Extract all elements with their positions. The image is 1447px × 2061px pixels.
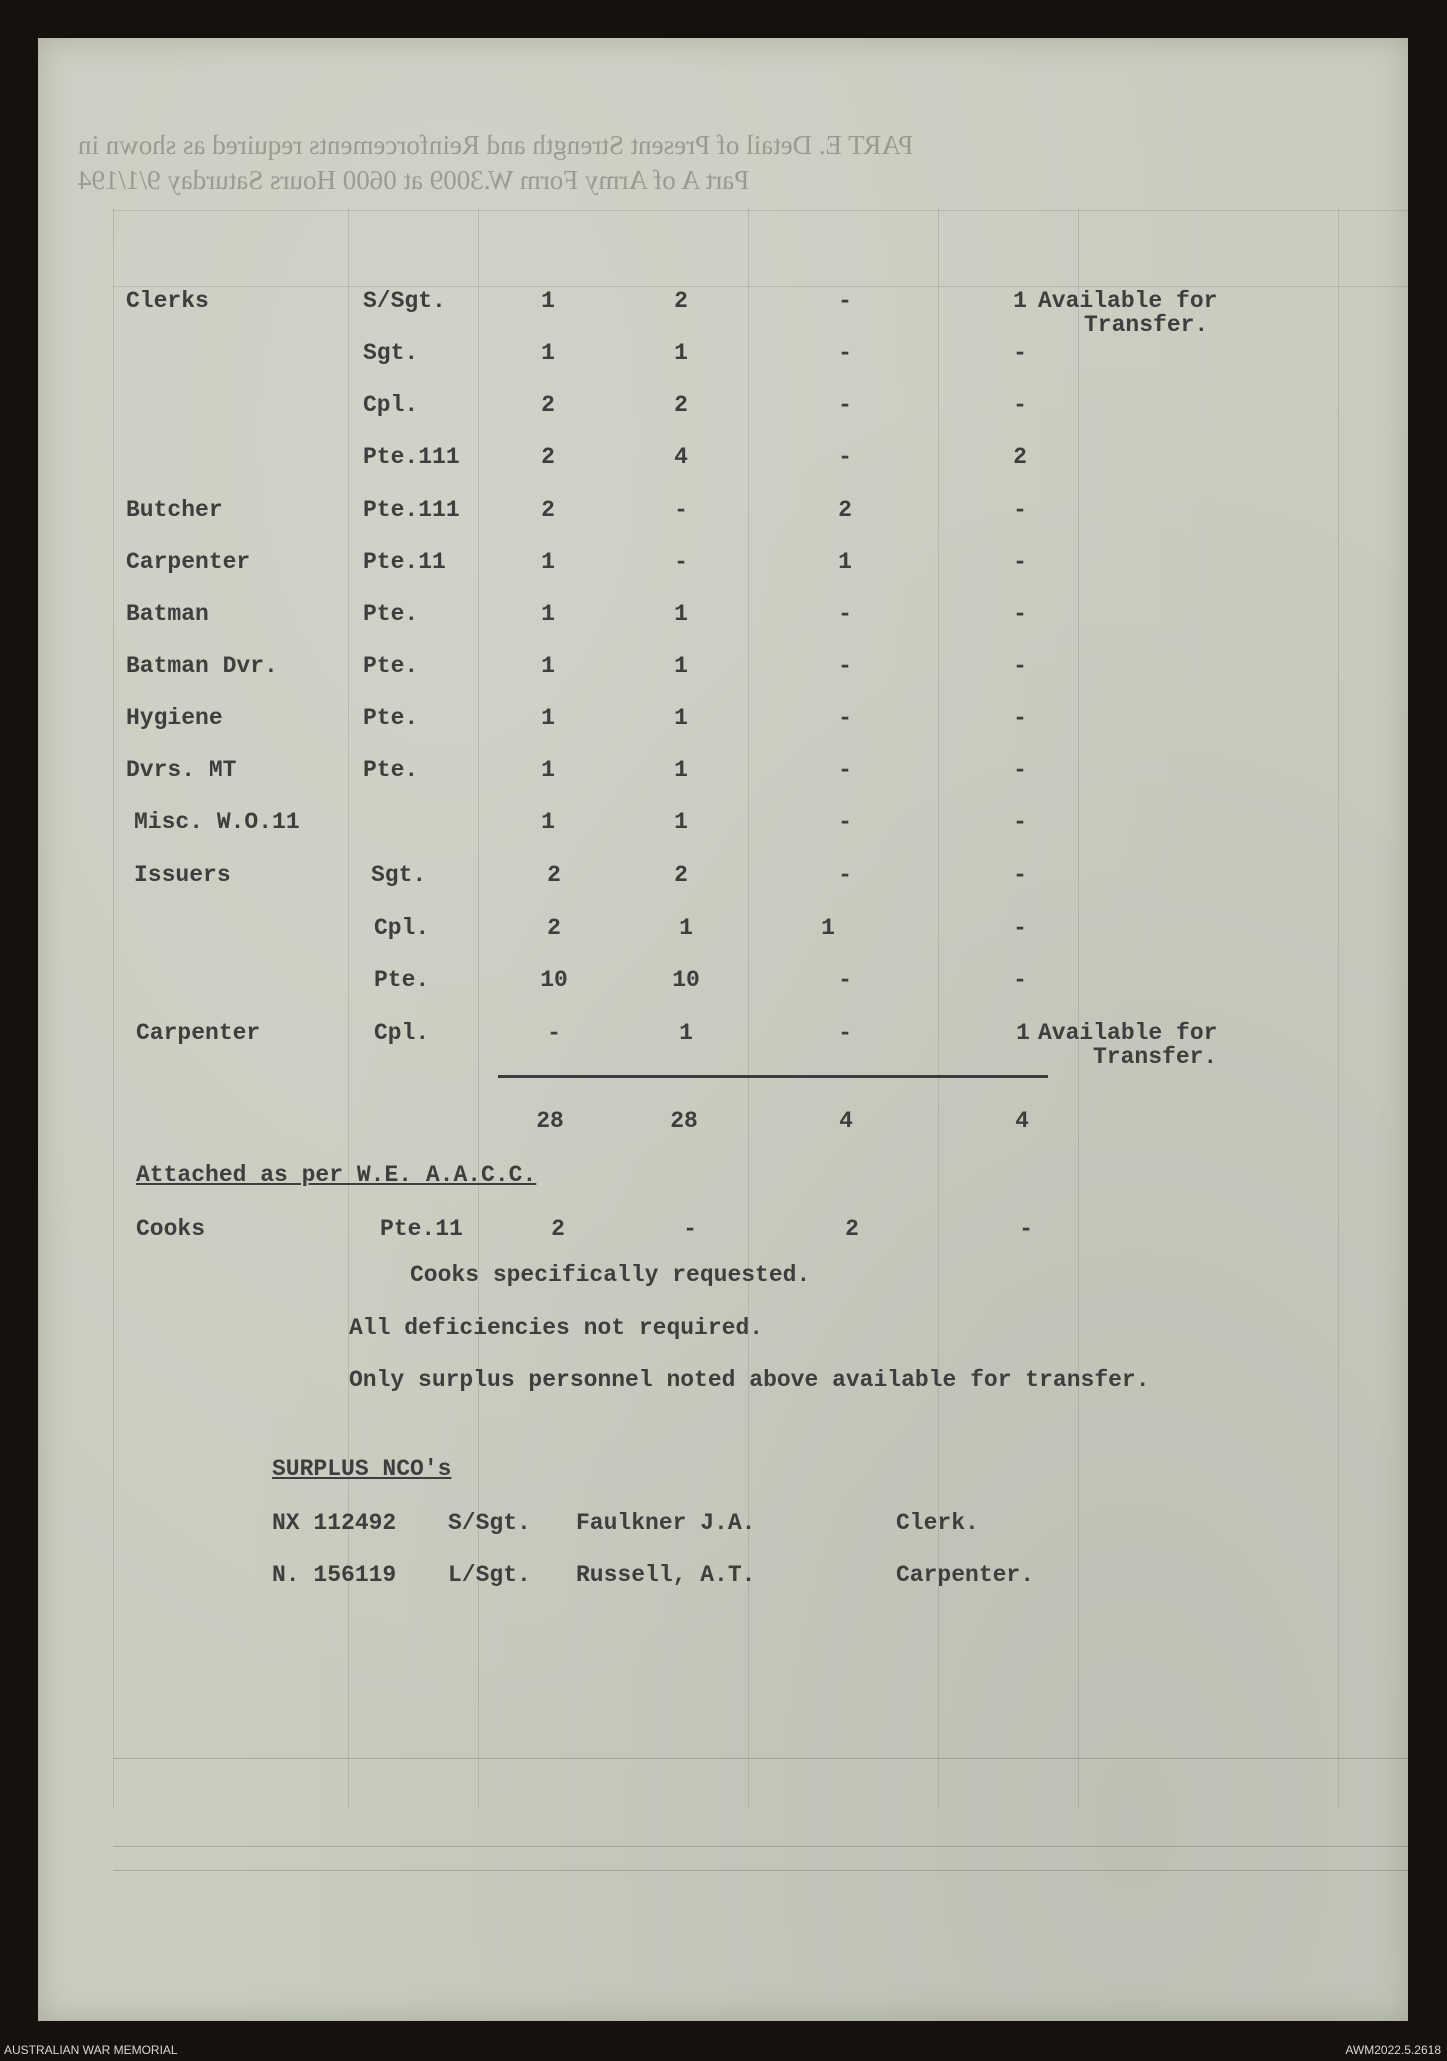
attached-row: [38, 1216, 1408, 1256]
surplus-row: [38, 1510, 1408, 1550]
col-c: 1: [821, 915, 835, 941]
rank: Cpl.: [363, 392, 419, 418]
ghost-header-line-2: Part A of Army Form W.3009 at 0600 Hours Saturday 9/1/194: [78, 165, 750, 196]
grid-line: [113, 286, 1408, 287]
grid-line: [113, 210, 1408, 211]
col-d: -: [1013, 340, 1027, 366]
ghost-header-line-1: PART E. Detail of Present Strength and Reinforcements required as shown in: [78, 130, 914, 160]
col-d: -: [1013, 862, 1027, 888]
col-c: -: [838, 1020, 852, 1046]
col-c: -: [838, 601, 852, 627]
table-row: [38, 967, 1408, 1007]
col-d: -: [1013, 915, 1027, 941]
col-a: 2: [551, 1216, 565, 1242]
col-d: -: [1013, 601, 1027, 627]
note-line: All deficiencies not required.: [349, 1315, 764, 1341]
trade: Carpenter: [136, 1020, 261, 1046]
col-d: 1: [1016, 1020, 1030, 1046]
col-a: 1: [541, 653, 555, 679]
surplus-row: [38, 1562, 1408, 1602]
rank: Pte.11: [363, 549, 446, 575]
col-a: 10: [540, 967, 568, 993]
rank: Pte.: [363, 601, 419, 627]
col-c: -: [838, 288, 852, 314]
col-a: 2: [547, 915, 561, 941]
col-b: 1: [679, 1020, 693, 1046]
trade: Butcher: [126, 497, 223, 523]
rank: Pte.: [363, 705, 419, 731]
col-b: 1: [674, 757, 688, 783]
col-b: -: [674, 497, 688, 523]
table-row: [38, 340, 1408, 380]
col-c: -: [838, 757, 852, 783]
show-through-header: [38, 128, 1408, 198]
col-c: -: [838, 340, 852, 366]
col-c: -: [838, 653, 852, 679]
trade: Misc. W.O.11: [134, 809, 300, 835]
col-d: -: [1013, 967, 1027, 993]
footer-accession: AWM2022.5.2618: [1345, 2043, 1441, 2057]
col-a: 2: [541, 444, 555, 470]
trade: Carpenter: [126, 549, 251, 575]
col-a: 1: [541, 340, 555, 366]
col-a: 1: [541, 757, 555, 783]
col-d: -: [1013, 549, 1027, 575]
note-line: Cooks specifically requested.: [410, 1262, 811, 1288]
table-row: [38, 757, 1408, 797]
col-c: -: [838, 809, 852, 835]
table-row: [38, 549, 1408, 589]
col-a: 1: [541, 549, 555, 575]
surplus-heading: SURPLUS NCO's: [272, 1456, 452, 1482]
col-b: 1: [674, 705, 688, 731]
rank: Sgt.: [363, 340, 419, 366]
col-b: 2: [674, 862, 688, 888]
col-c: -: [838, 392, 852, 418]
rank: Sgt.: [371, 862, 427, 888]
col-d: -: [1013, 757, 1027, 783]
attached-heading: Attached as per W.E. A.A.C.C.: [136, 1162, 537, 1188]
col-d: -: [1013, 809, 1027, 835]
total-b: 28: [670, 1108, 698, 1134]
total-d: 4: [1015, 1108, 1029, 1134]
col-c: -: [838, 862, 852, 888]
col-a: 1: [541, 705, 555, 731]
rank: S/Sgt.: [363, 288, 446, 314]
total-a: 28: [536, 1108, 564, 1134]
note-line: Only surplus personnel noted above available for transfer.: [349, 1367, 1150, 1393]
trade: Carpenter.: [896, 1562, 1035, 1588]
rank: Pte.111: [363, 444, 460, 470]
service-number: N. 156119: [272, 1562, 397, 1588]
col-b: -: [683, 1216, 697, 1242]
totals-row: [38, 1108, 1408, 1148]
trade: Issuers: [134, 862, 231, 888]
remark-line-1: Available for: [1038, 288, 1218, 314]
table-row: [38, 444, 1408, 484]
rank: Pte.11: [380, 1216, 463, 1242]
table-row: [38, 705, 1408, 745]
col-b: 4: [674, 444, 688, 470]
remark-line-2: Transfer.: [1093, 1044, 1218, 1070]
table-row: [38, 1020, 1408, 1070]
col-a: 1: [541, 601, 555, 627]
col-d: -: [1013, 497, 1027, 523]
form-rule: [113, 1846, 1408, 1847]
col-c: -: [838, 444, 852, 470]
col-d: -: [1013, 653, 1027, 679]
col-c: 2: [838, 497, 852, 523]
trade: Hygiene: [126, 705, 223, 731]
trade: Clerks: [126, 288, 209, 314]
service-number: NX 112492: [272, 1510, 397, 1536]
rank: S/Sgt.: [448, 1510, 531, 1536]
table-row: [38, 653, 1408, 693]
col-d: -: [1013, 705, 1027, 731]
trade: Batman: [126, 601, 209, 627]
form-rule: [113, 1758, 1408, 1759]
col-a: 1: [541, 288, 555, 314]
table-row: [38, 497, 1408, 537]
col-c: -: [838, 967, 852, 993]
col-b: 1: [674, 653, 688, 679]
document-sheet: [38, 38, 1408, 2021]
col-d: 2: [1013, 444, 1027, 470]
col-a: 2: [541, 392, 555, 418]
col-a: -: [547, 1020, 561, 1046]
remark-line-2: Transfer.: [1084, 312, 1209, 338]
trade: Batman Dvr.: [126, 653, 278, 679]
totals-rule: [498, 1075, 1048, 1078]
total-c: 4: [839, 1108, 853, 1134]
col-b: 1: [679, 915, 693, 941]
table-row: [38, 392, 1408, 432]
trade: Cooks: [136, 1216, 206, 1242]
rank: Pte.: [374, 967, 430, 993]
footer-institution: AUSTRALIAN WAR MEMORIAL: [4, 2043, 178, 2057]
person-name: Faulkner J.A.: [576, 1510, 756, 1536]
table-row: [38, 915, 1408, 955]
form-rule: [113, 1870, 1408, 1871]
col-d: -: [1013, 392, 1027, 418]
col-c: -: [838, 705, 852, 731]
rank: Pte.: [363, 653, 419, 679]
col-b: 1: [674, 340, 688, 366]
col-b: 2: [674, 392, 688, 418]
col-a: 2: [541, 497, 555, 523]
col-c: 2: [845, 1216, 859, 1242]
col-b: 1: [674, 809, 688, 835]
remark-line-1: Available for: [1038, 1020, 1218, 1046]
col-d: -: [1019, 1216, 1033, 1242]
col-d: 1: [1013, 288, 1027, 314]
col-b: -: [674, 549, 688, 575]
rank: Cpl.: [374, 1020, 430, 1046]
col-c: 1: [838, 549, 852, 575]
table-row: [38, 809, 1408, 849]
rank: Pte.: [363, 757, 419, 783]
col-b: 1: [674, 601, 688, 627]
col-a: 2: [547, 862, 561, 888]
rank: Pte.111: [363, 497, 460, 523]
table-row: [38, 601, 1408, 641]
col-b: 10: [672, 967, 700, 993]
rank: Cpl.: [374, 915, 430, 941]
col-b: 2: [674, 288, 688, 314]
rank: L/Sgt.: [448, 1562, 531, 1588]
trade: Clerk.: [896, 1510, 979, 1536]
person-name: Russell, A.T.: [576, 1562, 756, 1588]
table-row: [38, 288, 1408, 338]
trade: Dvrs. MT: [126, 757, 237, 783]
table-row: [38, 862, 1408, 902]
col-a: 1: [541, 809, 555, 835]
